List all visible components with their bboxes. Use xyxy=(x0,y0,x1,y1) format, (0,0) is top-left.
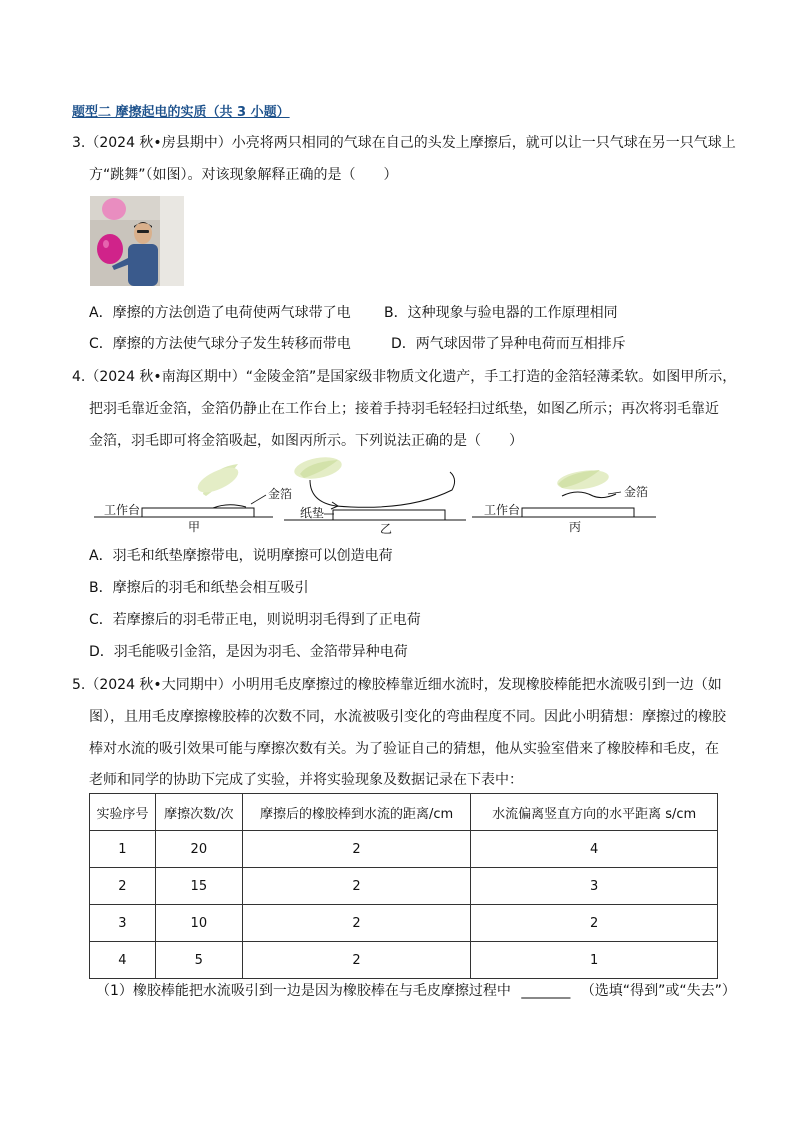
table-header: 摩擦次数/次 xyxy=(155,794,242,831)
table-header: 实验序号 xyxy=(90,794,156,831)
q4-stem-line-1: 4.（2024 秋•南海区期中）“金陵金箔”是国家级非物质文化遗产，手工打造的金箔轻薄柔软。如图甲所示， xyxy=(72,369,737,385)
yi-caption: 乙 xyxy=(380,522,393,536)
figure-jia xyxy=(94,463,292,534)
table-cell: 2 xyxy=(242,868,471,905)
balloon-photo xyxy=(90,196,184,286)
table-header: 水流偏离竖直方向的水平距离 s/cm xyxy=(471,794,718,831)
q3-option-c[interactable]: C．摩擦的方法使气球分子发生转移而带电 xyxy=(89,336,351,352)
yi-pad-label: 纸垫 xyxy=(300,506,325,520)
jia-table-label: 工作台 xyxy=(104,503,141,517)
q3-stem-line-2: 方“跳舞”（如图）。对该现象解释正确的是（ ） xyxy=(89,167,398,183)
table-cell: 3 xyxy=(471,868,718,905)
jia-caption: 甲 xyxy=(188,520,201,534)
table-cell: 20 xyxy=(155,831,242,868)
table-cell: 1 xyxy=(90,831,156,868)
table-cell: 2 xyxy=(242,905,471,942)
table-cell: 2 xyxy=(242,942,471,979)
q3-option-d[interactable]: D．两气球因带了异种电荷而互相排斥 xyxy=(391,336,626,352)
table-cell: 4 xyxy=(90,942,156,979)
q4-option-b[interactable]: B．摩擦后的羽毛和纸垫会相互吸引 xyxy=(89,580,309,596)
gold-foil-figure xyxy=(88,454,658,538)
q3-option-a[interactable]: A．摩擦的方法创造了电荷使两气球带了电 xyxy=(89,305,351,321)
figure-bing xyxy=(472,467,656,534)
q4-option-c[interactable]: C．若摩擦后的羽毛带正电，则说明羽毛得到了正电荷 xyxy=(89,612,421,628)
q4-option-d[interactable]: D．羽毛能吸引金箔，是因为羽毛、金箔带异种电荷 xyxy=(89,644,408,660)
table-cell: 3 xyxy=(90,905,156,942)
sub1-suffix: （选填“得到”或“失去”） xyxy=(580,983,736,999)
table-cell: 5 xyxy=(155,942,242,979)
q4-stem-line-2: 把羽毛靠近金箔，金箔仍静止在工作台上；接着手持羽毛轻轻扫过纸垫，如图乙所示；再次将羽毛靠近 xyxy=(89,401,719,417)
table-cell: 2 xyxy=(242,831,471,868)
table-cell: 10 xyxy=(155,905,242,942)
sub1-prefix: （1）橡胶棒能把水流吸引到一边是因为橡胶棒在与毛皮摩擦过程中 xyxy=(96,983,511,999)
q5-stem-line-1: 5.（2024 秋•大同期中）小明用毛皮摩擦过的橡胶棒靠近细水流时，发现橡胶棒能把水流吸引到一边（如 xyxy=(72,677,722,693)
table-row xyxy=(90,831,718,868)
answer-blank[interactable]: _______ xyxy=(521,983,571,999)
q5-stem-line-4: 老师和同学的协助下完成了实验，并将实验现象及数据记录在下表中： xyxy=(89,772,523,788)
bing-table-label: 工作台 xyxy=(484,503,521,517)
table-header-row xyxy=(90,794,718,831)
jia-foil-label: 金箔 xyxy=(268,487,293,501)
q3-option-b[interactable]: B．这种现象与验电器的工作原理相同 xyxy=(384,305,618,321)
q3-stem-line-1: 3.（2024 秋•房县期中）小亮将两只相同的气球在自己的头发上摩擦后，就可以让一只气球在另一只气球上 xyxy=(72,135,736,151)
table-header: 摩擦后的橡胶棒到水流的距离/cm xyxy=(242,794,471,831)
table-row xyxy=(90,905,718,942)
table-row xyxy=(90,868,718,905)
table-row xyxy=(90,942,718,979)
table-cell: 2 xyxy=(90,868,156,905)
bing-foil-label: 金箔 xyxy=(624,485,649,499)
section-title: 题型二 摩擦起电的实质（共 3 小题） xyxy=(72,105,290,120)
q5-sub-question-1 xyxy=(96,980,736,1000)
table-cell: 2 xyxy=(471,905,718,942)
q4-stem-line-3: 金箔，羽毛即可将金箔吸起，如图丙所示。下列说法正确的是（ ） xyxy=(89,433,523,449)
table-cell: 15 xyxy=(155,868,242,905)
experiment-table xyxy=(89,793,718,979)
table-cell: 4 xyxy=(471,831,718,868)
q5-stem-line-3: 棒对水流的吸引效果可能与摩擦次数有关。为了验证自己的猜想，他从实验室借来了橡胶棒和毛皮，在 xyxy=(89,741,719,757)
q5-stem-line-2: 图），且用毛皮摩擦橡胶棒的次数不同，水流被吸引变化的弯曲程度不同。因此小明猜想：摩擦过的橡胶 xyxy=(89,709,726,725)
figure-yi xyxy=(284,454,466,536)
q4-option-a[interactable]: A．羽毛和纸垫摩擦带电，说明摩擦可以创造电荷 xyxy=(89,548,393,564)
bing-caption: 丙 xyxy=(569,520,582,534)
table-cell: 1 xyxy=(471,942,718,979)
